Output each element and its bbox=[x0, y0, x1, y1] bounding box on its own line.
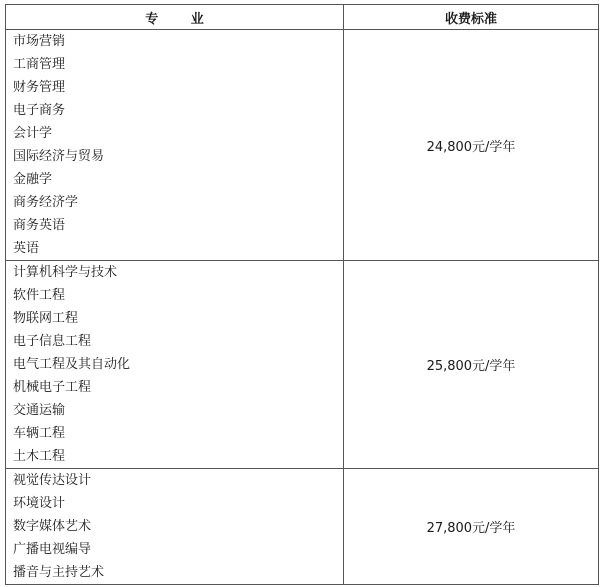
list-item: 视觉传达设计 bbox=[13, 473, 92, 488]
list-item: 交通运输 bbox=[13, 403, 66, 418]
fee-value: 25,800元/学年 bbox=[344, 261, 599, 469]
list-item: 会计学 bbox=[13, 126, 53, 141]
list-item: 计算机科学与技术 bbox=[13, 265, 118, 280]
list-item: 商务英语 bbox=[13, 218, 66, 233]
list-item: 电子信息工程 bbox=[13, 334, 92, 349]
list-item: 土木工程 bbox=[13, 449, 66, 464]
list-item: 广播电视编导 bbox=[13, 542, 92, 557]
header-major-label: 专 业 bbox=[145, 11, 218, 27]
list-item: 工商管理 bbox=[13, 57, 66, 72]
list-item: 播音与主持艺术 bbox=[13, 565, 105, 580]
header-fee: 收费标准 bbox=[344, 5, 599, 30]
list-item: 机械电子工程 bbox=[13, 380, 92, 395]
list-item: 软件工程 bbox=[13, 288, 66, 303]
fee-value: 27,800元/学年 bbox=[344, 469, 599, 585]
major-list bbox=[6, 469, 344, 585]
list-item: 车辆工程 bbox=[13, 426, 66, 441]
major-list bbox=[6, 261, 344, 469]
table-header-row bbox=[6, 5, 599, 30]
list-item: 环境设计 bbox=[13, 496, 66, 511]
list-item: 物联网工程 bbox=[13, 311, 79, 326]
header-major bbox=[6, 5, 344, 30]
list-item: 电子商务 bbox=[13, 103, 66, 118]
list-item: 数字媒体艺术 bbox=[13, 519, 92, 534]
table-row bbox=[6, 469, 599, 585]
table-row bbox=[6, 261, 599, 469]
list-item: 英语 bbox=[13, 241, 40, 256]
list-item: 金融学 bbox=[13, 172, 53, 187]
tuition-fee-table bbox=[5, 4, 599, 585]
table-row bbox=[6, 30, 599, 261]
list-item: 电气工程及其自动化 bbox=[13, 357, 131, 372]
list-item: 市场营销 bbox=[13, 34, 66, 49]
major-list bbox=[6, 30, 344, 261]
list-item: 国际经济与贸易 bbox=[13, 149, 105, 164]
list-item: 商务经济学 bbox=[13, 195, 79, 210]
list-item: 财务管理 bbox=[13, 80, 66, 95]
fee-value: 24,800元/学年 bbox=[344, 30, 599, 261]
